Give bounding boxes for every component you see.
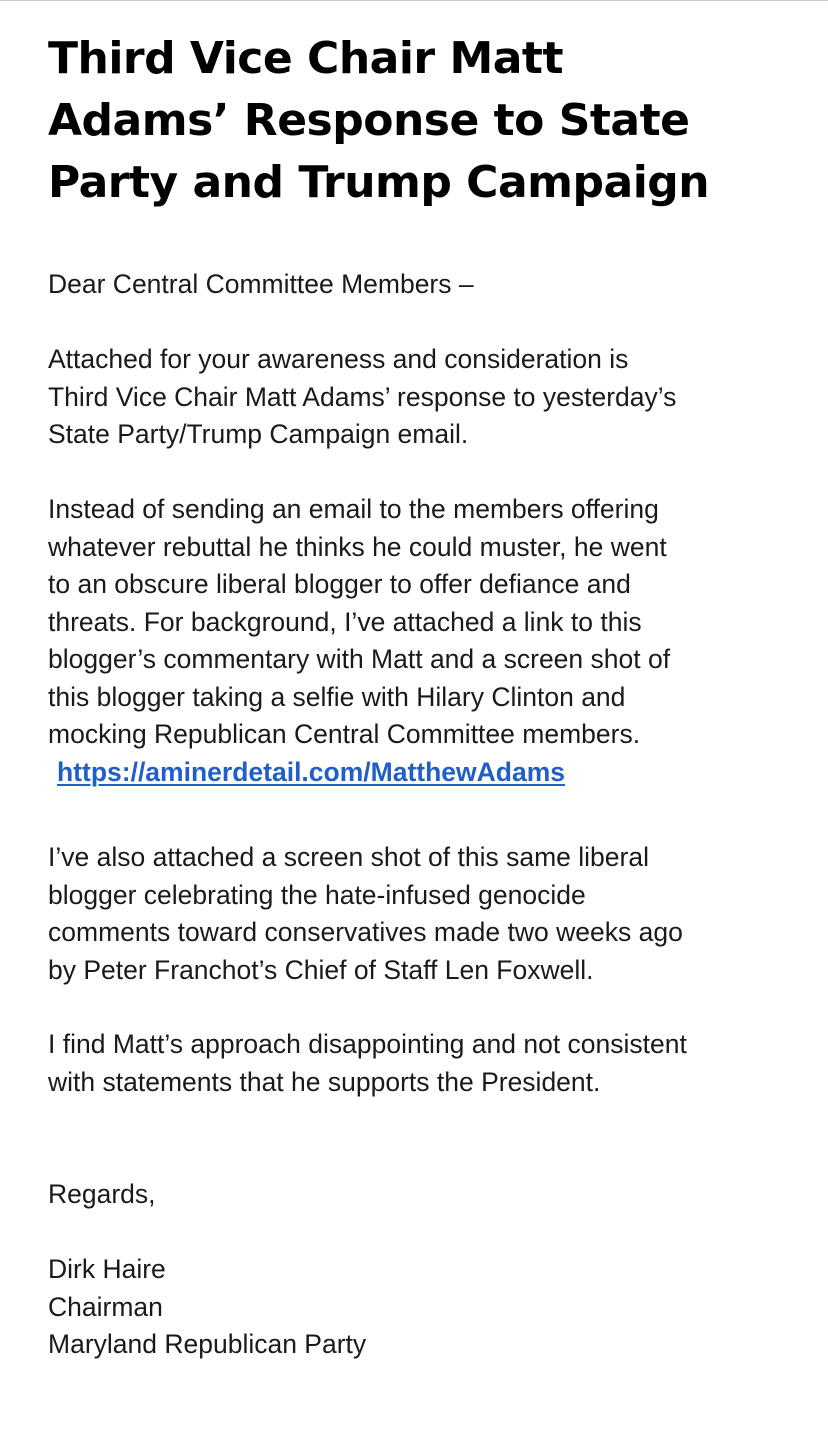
greeting [48,266,474,304]
title-line: Third Vice Chair Matt [48,33,563,84]
paragraph-attachment-notice [48,341,676,454]
paragraph-line: whatever rebuttal he thinks he could muster, he went [48,531,667,562]
paragraph-line: with statements that he supports the President. [48,1066,601,1097]
paragraph-line: State Party/Trump Campaign email. [48,419,469,449]
closing-text: Regards, [48,1179,156,1209]
paragraph-line: Instead of sending an email to the members offering [48,494,659,524]
title-line: Adams’ Response to State [48,95,690,146]
title-line: Party and Trump Campaign [48,157,710,208]
paragraph-line: I’ve also attached a screen shot of this same liberal [48,842,649,872]
paragraph-line: blogger celebrating the hate-infused genocide [48,879,586,910]
link-line [48,754,670,792]
email-title [48,28,788,214]
signature-title: Chairman [48,1291,163,1322]
paragraph-line: threats. For background, I’ve attached a link to this [48,606,642,637]
paragraph-line: comments toward conservatives made two weeks ago [48,917,683,947]
greeting-text: Dear Central Committee Members – [48,269,474,299]
signature-name: Dirk Haire [48,1254,166,1284]
paragraph-conclusion [48,1026,687,1101]
paragraph-line: mocking Republican Central Committee members. [48,719,641,749]
signature-block [48,1251,366,1364]
paragraph-line: this blogger taking a selfie with Hilary Clinton and [48,681,626,712]
paragraph-line: by Peter Franchot’s Chief of Staff Len Foxwell. [48,954,594,985]
signature-organization: Maryland Republican Party [48,1329,367,1359]
closing [48,1176,156,1214]
paragraph-screenshot-notice [48,839,683,989]
paragraph-background [48,491,670,791]
paragraph-line: I find Matt’s approach disappointing and not consistent [48,1029,687,1059]
paragraph-line: Third Vice Chair Matt Adams’ response to yesterday’s [48,381,677,412]
blogger-link[interactable]: https://aminerdetail.com/MatthewAdams [57,756,566,787]
top-divider [0,0,828,1]
paragraph-line: to an obscure liberal blogger to offer defiance and [48,569,631,599]
paragraph-line: Attached for your awareness and consideration is [48,344,629,374]
paragraph-line: blogger’s commentary with Matt and a screen shot of [48,644,671,674]
